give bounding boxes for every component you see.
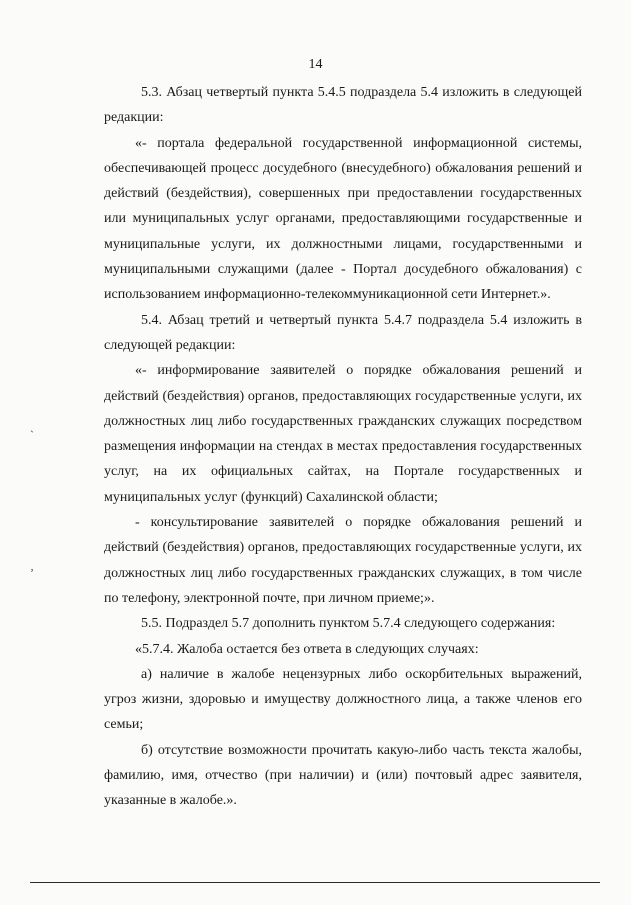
scan-artifact-mark: ʼ: [30, 566, 34, 580]
paragraph-5-4: 5.4. Абзац третий и четвертый пункта 5.4.7 подраздела 5.4 изложить в следующей редакции:: [104, 312, 582, 353]
paragraph-item-a: а) наличие в жалобе нецензурных либо оскорбительных выражений, угроз жизни, здоровью и имуществу должностного лица, а также членов его семьи;: [104, 666, 582, 733]
bottom-divider: [30, 882, 600, 883]
paragraph-portal-quote: «- портала федеральной государственной информационной системы, обеспечивающей процесс досудебного (внесудебного) обжалования решений и действий (бездействия), совершенных при предоставлении государственных или муниципальных услуг органами, предоставляющими государственные и муниципальные услуги, их должностными лицами, государственными и муниципальными служащими (далее - Портал досудебного обжалования) с использованием информационно-телекоммуникационной сети Интернет.».: [104, 135, 582, 303]
paragraph-5-5: 5.5. Подраздел 5.7 дополнить пунктом 5.7.4 следующего содержания:: [141, 616, 556, 632]
paragraph-5-3: 5.3. Абзац четвертый пункта 5.4.5 подраздела 5.4 изложить в следующей редакции:: [104, 85, 582, 126]
paragraph-item-b: б) отсутствие возможности прочитать какую-либо часть текста жалобы, фамилию, имя, отчество (при наличии) и (или) почтовый адрес заявителя, указанные в жалобе.».: [104, 742, 582, 809]
page-number: 14: [308, 57, 323, 72]
document-body: [104, 80, 582, 814]
paragraph-consulting: - консультирование заявителей о порядке обжалования решений и действий (бездействия) органов, предоставляющих государственные услуги, их должностных лиц либо государственных гражданских служащих, в том числе по телефону, электронной почте, при личном приеме;».: [104, 515, 582, 606]
scan-artifact-mark: ˎ: [30, 419, 34, 433]
paragraph-informing-quote: «- информирование заявителей о порядке обжалования решений и действий (бездействия) органов, предоставляющих государственные услуги, их должностных лиц либо государственных гражданских служащих посредством размещения информации на стендах в местах предоставления государственных услуг, на их официальных сайтах, на Портале государственных и муниципальных услуг (функций) Сахалинской области;: [104, 363, 582, 505]
paragraph-5-7-4: «5.7.4. Жалоба остается без ответа в следующих случаях:: [135, 641, 479, 657]
